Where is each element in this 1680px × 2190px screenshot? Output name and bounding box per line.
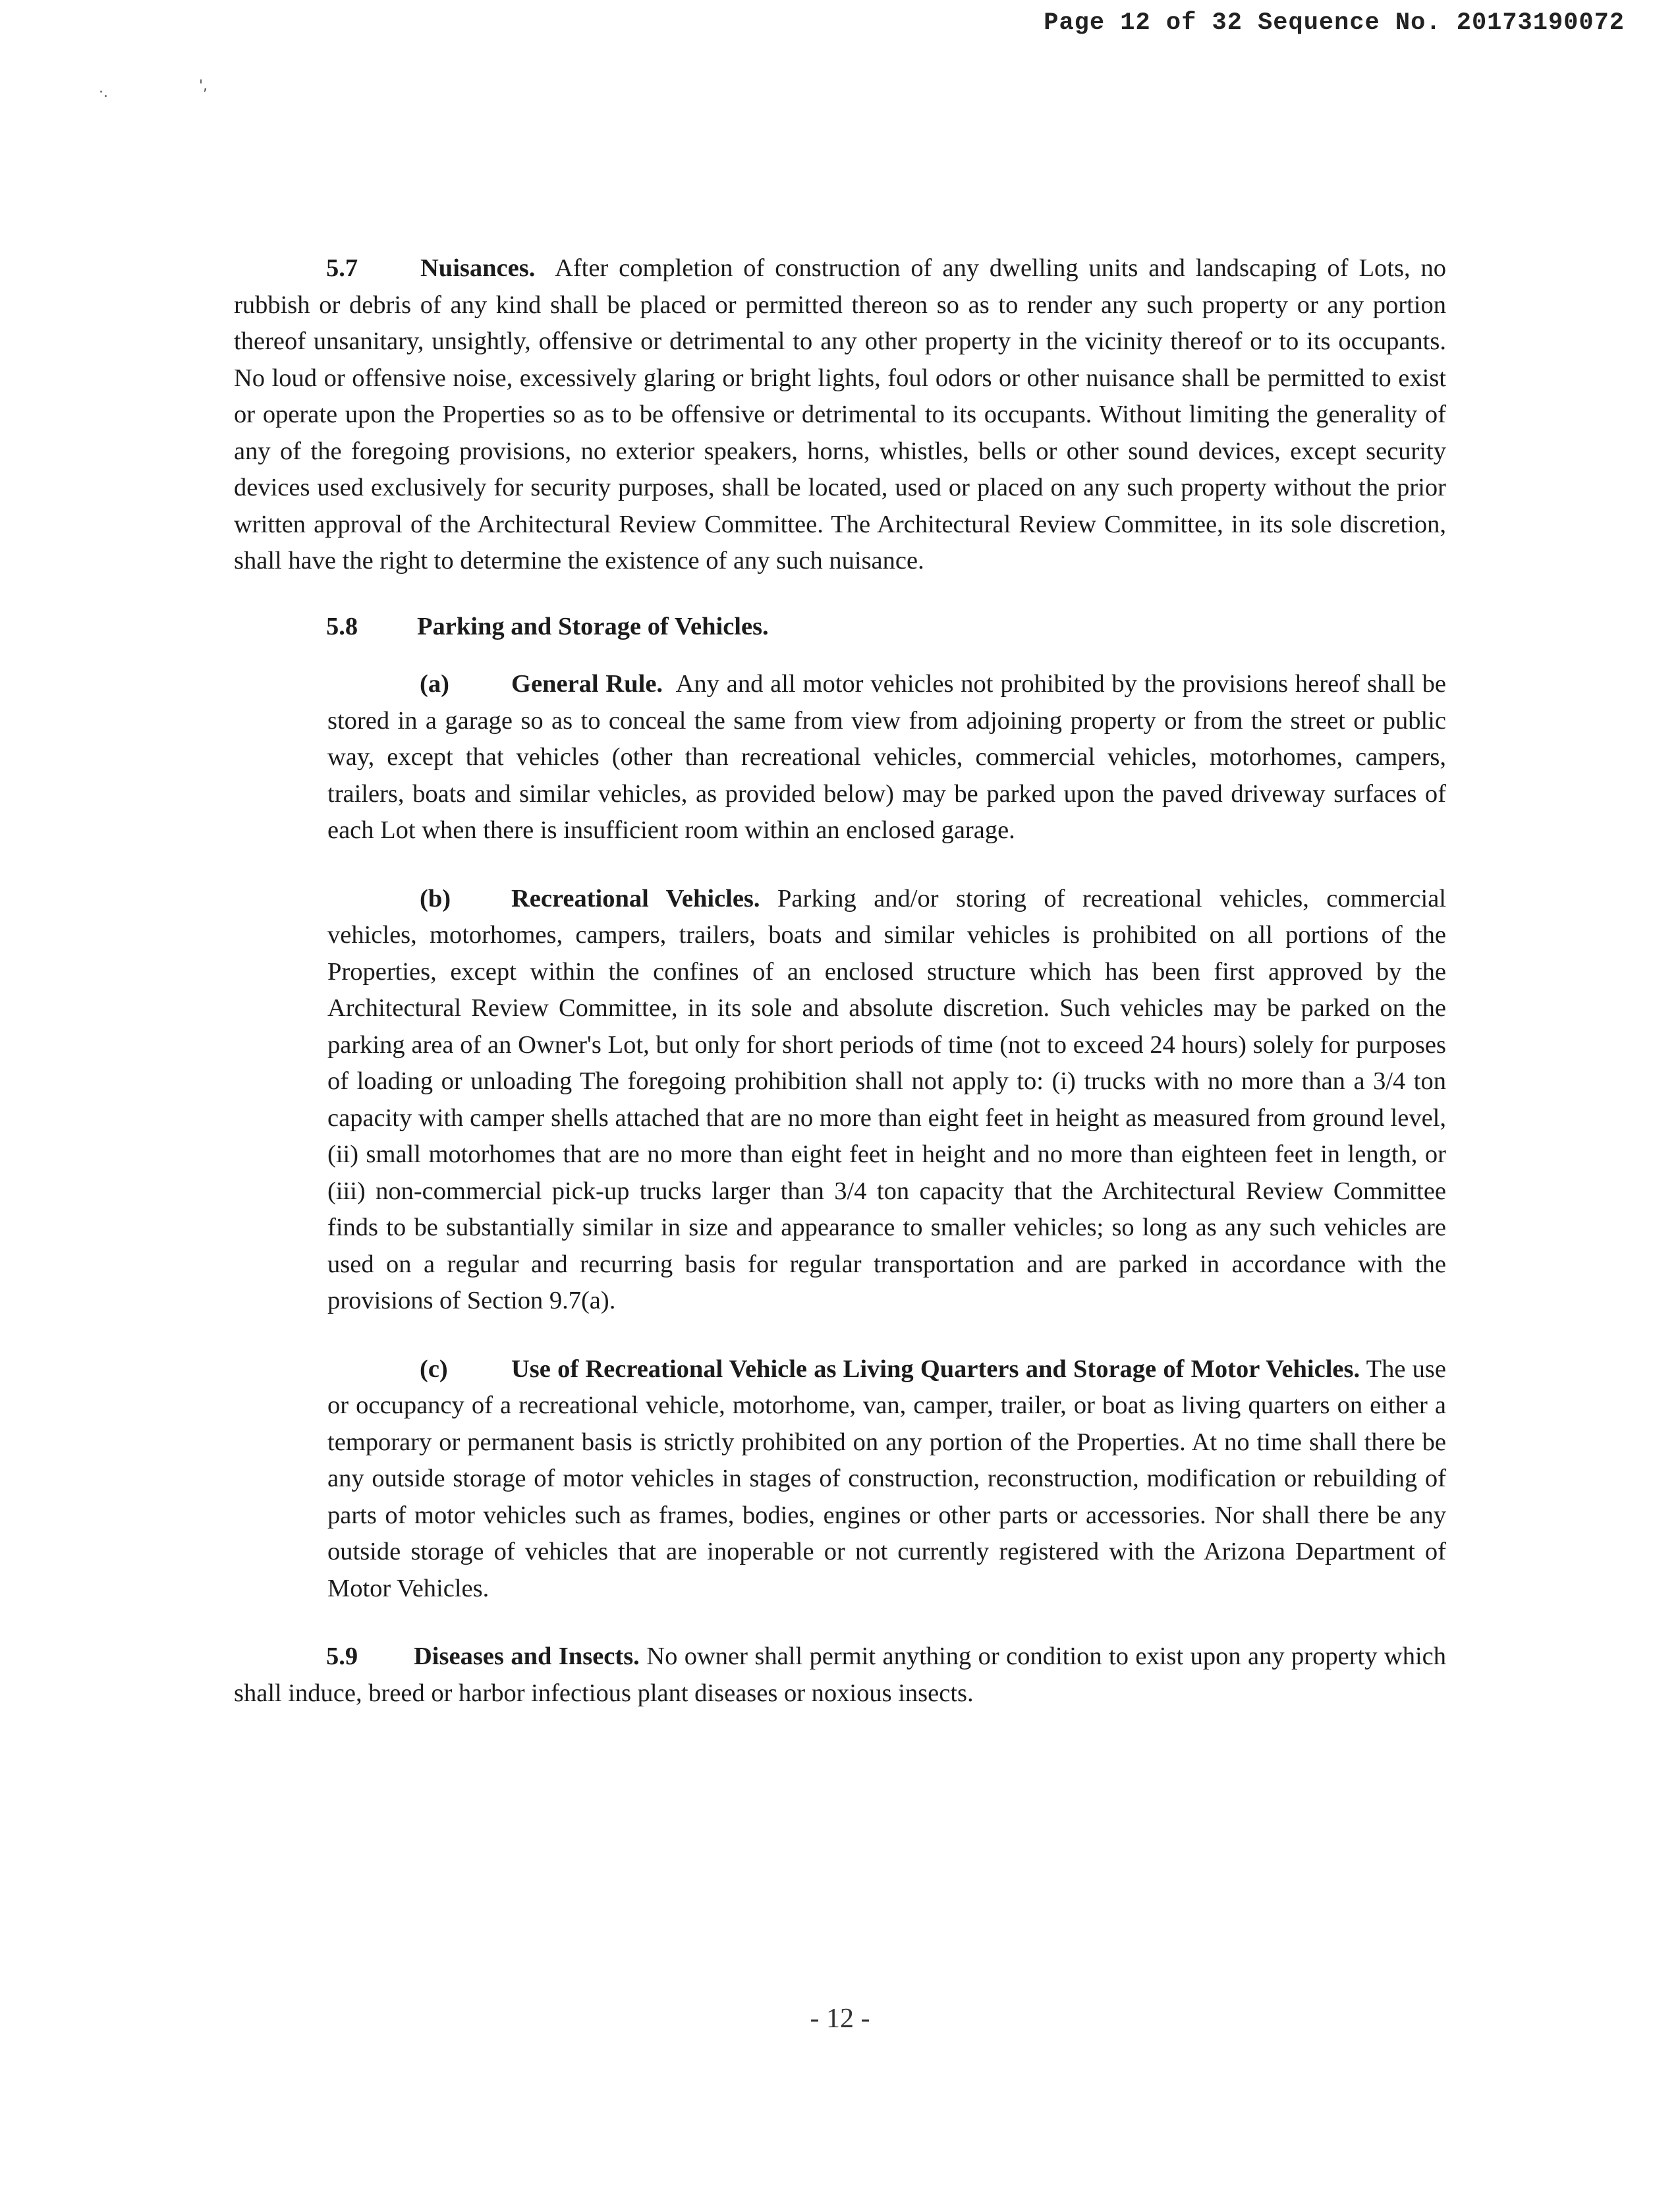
subsection-label: (a) <box>420 670 449 698</box>
subsection-5-8-c <box>234 1351 1446 1608</box>
page-sequence-header: Page 12 of 32 Sequence No. 20173190072 <box>1044 9 1625 37</box>
subsection-body: Any and all motor vehicles not prohibited by the provisions hereof shall be stored in a garage so as to conceal the same from view from adjoining property or from the street or public way, except that vehicles (other than recreational vehicles, commercial vehicles, motorhomes, campers, trailers, boats and similar vehicles, as provided below) may be parked upon the paved driveway surfaces of each Lot when there is insufficient room within an enclosed garage. <box>327 670 1446 844</box>
subsection-title: Use of Recreational Vehicle as Living Quarters and Storage of Motor Vehicles. <box>511 1355 1360 1383</box>
subsection-body: The use or occupancy of a recreational vehicle, motorhome, van, camper, trailer, or boat as living quarters on either a temporary or permanent basis is strictly prohibited on any portion of the Properties. At no time shall there be any outside storage of motor vehicles in stages of construction, reconstruction, modification or rebuilding of parts of motor vehicles such as frames, bodies, engines or other parts or accessories. Nor shall there be any outside storage of vehicles that are inoperable or not currently registered with the Arizona Department of Motor Vehicles. <box>327 1355 1446 1602</box>
subsection-title: General Rule. <box>511 670 663 698</box>
document-body <box>234 250 1446 1712</box>
page-number-footer: - 12 - <box>810 2004 870 2034</box>
section-title: Diseases and Insects. <box>414 1642 640 1670</box>
subsection-label: (c) <box>420 1355 448 1383</box>
section-title: Nuisances. <box>420 254 536 282</box>
section-body: No owner shall permit anything or condition to exist upon any property which shall induce, breed or harbor infectious plant diseases or noxious insects. <box>234 1642 1446 1707</box>
subsection-title: Recreational Vehicles. <box>511 884 760 912</box>
section-body: After completion of construction of any dwelling units and landscaping of Lots, no rubbish or debris of any kind shall be placed or permitted thereon so as to render any such property or any portion thereof unsanitary, unsightly, offensive or detrimental to any other property in the vicinity thereof or to its occupants. No loud or offensive noise, excessively glaring or bright lights, foul odors or other nuisance shall be permitted to exist or operate upon the Properties so as to be offensive or detrimental to its occupants. Without limiting the generality of any of the foregoing provisions, no exterior speakers, horns, whistles, bells or other sound devices, except security devices used exclusively for security purposes, shall be located, used or placed on any such property without the prior written approval of the Architectural Review Committee. The Architectural Review Committee, in its sole discretion, shall have the right to determine the existence of any such nuisance. <box>234 254 1446 575</box>
section-number: 5.9 <box>326 1642 358 1670</box>
section-number: 5.7 <box>326 254 358 282</box>
section-title: Parking and Storage of Vehicles. <box>417 612 769 640</box>
subsection-5-8-a <box>234 666 1446 849</box>
section-5-7 <box>234 250 1446 580</box>
section-5-8 <box>234 609 1446 646</box>
subsection-body: Parking and/or storing of recreational vehicles, commercial vehicles, motorhomes, campers, trailers, boats and similar vehicles is prohibited on all portions of the Properties, except within the confines of an enclosed structure which has been first approved by the Architectural Review Committee, in its sole and absolute discretion. Such vehicles may be parked on the parking area of an Owner's Lot, but only for short periods of time (not to exceed 24 hours) solely for purposes of loading or unloading The foregoing prohibition shall not apply to: (i) trucks with no more than a 3/4 ton capacity with camper shells attached that are no more than eight feet in height as measured from ground level, (ii) small motorhomes that are no more than eight feet in height and no more than eighteen feet in length, or (iii) non-commercial pick-up trucks larger than 3/4 ton capacity that the Architectural Review Committee finds to be substantially similar in size and appearance to smaller vehicles; so long as any such vehicles are used on a regular and recurring basis for regular transportation and are parked in accordance with the provisions of Section 9.7(a). <box>327 884 1446 1314</box>
subsection-5-8-b <box>234 881 1446 1320</box>
section-number: 5.8 <box>326 612 358 640</box>
section-5-9 <box>234 1639 1446 1712</box>
scan-speck-left: ·. <box>99 84 108 101</box>
scan-speck-right: ', <box>199 78 208 94</box>
subsection-label: (b) <box>420 884 451 912</box>
